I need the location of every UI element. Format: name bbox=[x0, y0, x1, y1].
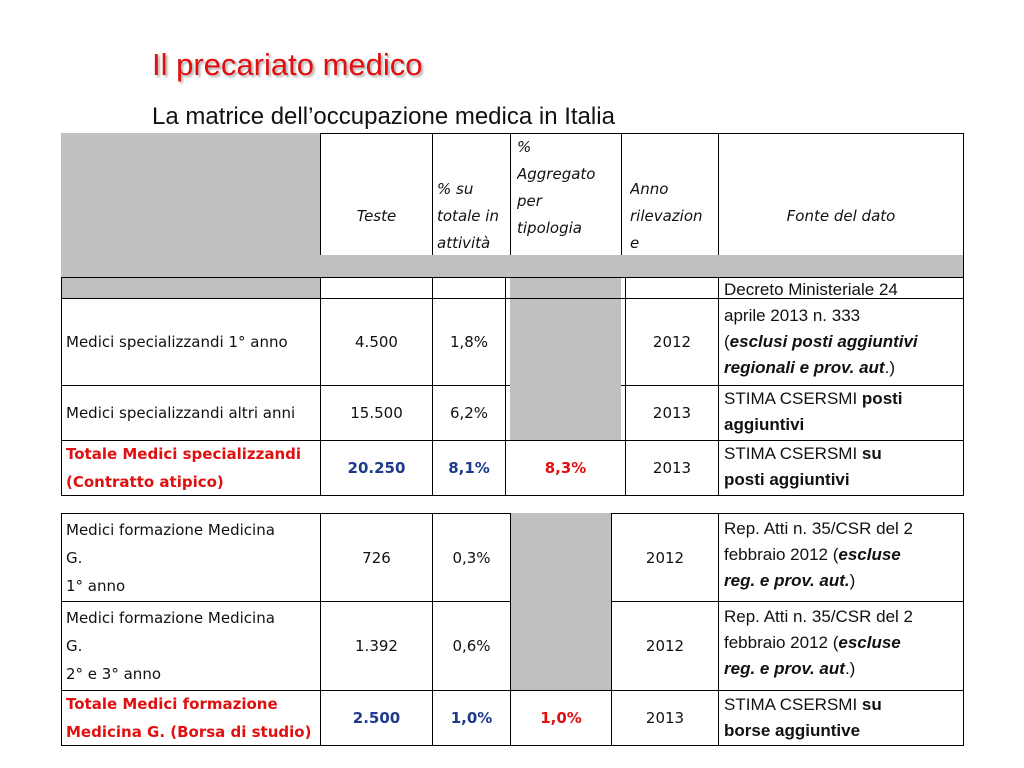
total-fonte: STIMA CSERSMI su posti aggiuntivi bbox=[724, 444, 882, 489]
row-teste: 726 bbox=[362, 548, 391, 567]
row-teste: 15.500 bbox=[350, 404, 403, 422]
grid-line bbox=[963, 513, 964, 746]
row-anno: 2012 bbox=[645, 637, 685, 655]
row-pct: 1,8% bbox=[449, 333, 489, 351]
grid-line bbox=[61, 745, 964, 746]
total-pct: 8,1% bbox=[448, 459, 490, 477]
header-pct-aggregato: % Aggregato per tipologia bbox=[517, 138, 596, 237]
total-label: Totale Medici formazione Medicina G. (Borsa di studio) bbox=[66, 695, 312, 741]
row-fonte: Rep. Atti n. 35/CSR del 2 febbraio 2012 (escluse reg. e prov. aut.) bbox=[724, 607, 913, 678]
header-gray-band bbox=[61, 255, 964, 277]
row-anno: 2013 bbox=[652, 404, 692, 422]
grid-line bbox=[61, 277, 62, 496]
row-label: Medici formazione Medicina G. 2° e 3° anno bbox=[66, 609, 275, 683]
grid-line bbox=[320, 133, 964, 134]
row-label: Medici specializzandi altri anni bbox=[66, 404, 296, 422]
grid-line bbox=[320, 133, 321, 255]
header-teste: Teste bbox=[356, 206, 397, 225]
total-pct: 1,0% bbox=[450, 709, 493, 727]
row-pct: 0,3% bbox=[452, 548, 491, 567]
slide-subtitle: La matrice dell’occupazione medica in Italia bbox=[152, 103, 615, 130]
total-label: Totale Medici specializzandi (Contratto atipico) bbox=[66, 445, 302, 491]
total-teste: 20.250 bbox=[347, 459, 406, 477]
grid-line bbox=[718, 513, 719, 746]
total-teste: 2.500 bbox=[352, 709, 401, 727]
grid-line bbox=[718, 133, 719, 255]
aggregato-gray-merged bbox=[510, 513, 611, 691]
grid-line bbox=[61, 513, 62, 746]
grid-line bbox=[621, 133, 622, 255]
grid-line bbox=[963, 133, 964, 496]
row-anno: 2012 bbox=[645, 548, 685, 567]
total-anno: 2013 bbox=[652, 459, 692, 477]
row-label: Medici specializzandi 1° anno bbox=[66, 333, 288, 351]
grid-line bbox=[61, 495, 964, 496]
aggregato-gray-merged bbox=[510, 277, 621, 440]
row-pct: 0,6% bbox=[452, 637, 491, 655]
row-teste: 1.392 bbox=[355, 637, 398, 655]
row-anno: 2012 bbox=[652, 333, 692, 351]
grid-line bbox=[718, 277, 719, 496]
slide-title: Il precariato medico bbox=[152, 47, 423, 82]
row-fonte: Rep. Atti n. 35/CSR del 2 febbraio 2012 (escluse reg. e prov. aut.) bbox=[724, 519, 913, 590]
row-teste: 4.500 bbox=[355, 333, 398, 351]
total-aggregato: 1,0% bbox=[540, 709, 582, 727]
total-aggregato: 8,3% bbox=[544, 459, 587, 477]
total-anno: 2013 bbox=[645, 709, 685, 727]
row-fonte: Decreto Ministeriale 24 aprile 2013 n. 333 (esclusi posti aggiuntivi regionali e prov. aut.) bbox=[724, 280, 918, 377]
row-fonte: STIMA CSERSMI posti aggiuntivi bbox=[724, 389, 903, 434]
row-pct: 6,2% bbox=[449, 404, 489, 422]
header-anno: Anno rilevazion e bbox=[630, 180, 703, 252]
total-fonte: STIMA CSERSMI su borse aggiuntive bbox=[724, 695, 882, 740]
grid-line bbox=[510, 133, 511, 255]
row-label: Medici formazione Medicina G. 1° anno bbox=[66, 520, 275, 595]
header-fonte: Fonte del dato bbox=[786, 206, 896, 225]
grid-line bbox=[432, 133, 433, 255]
header-pct-totale: % su totale in attività bbox=[437, 180, 499, 252]
